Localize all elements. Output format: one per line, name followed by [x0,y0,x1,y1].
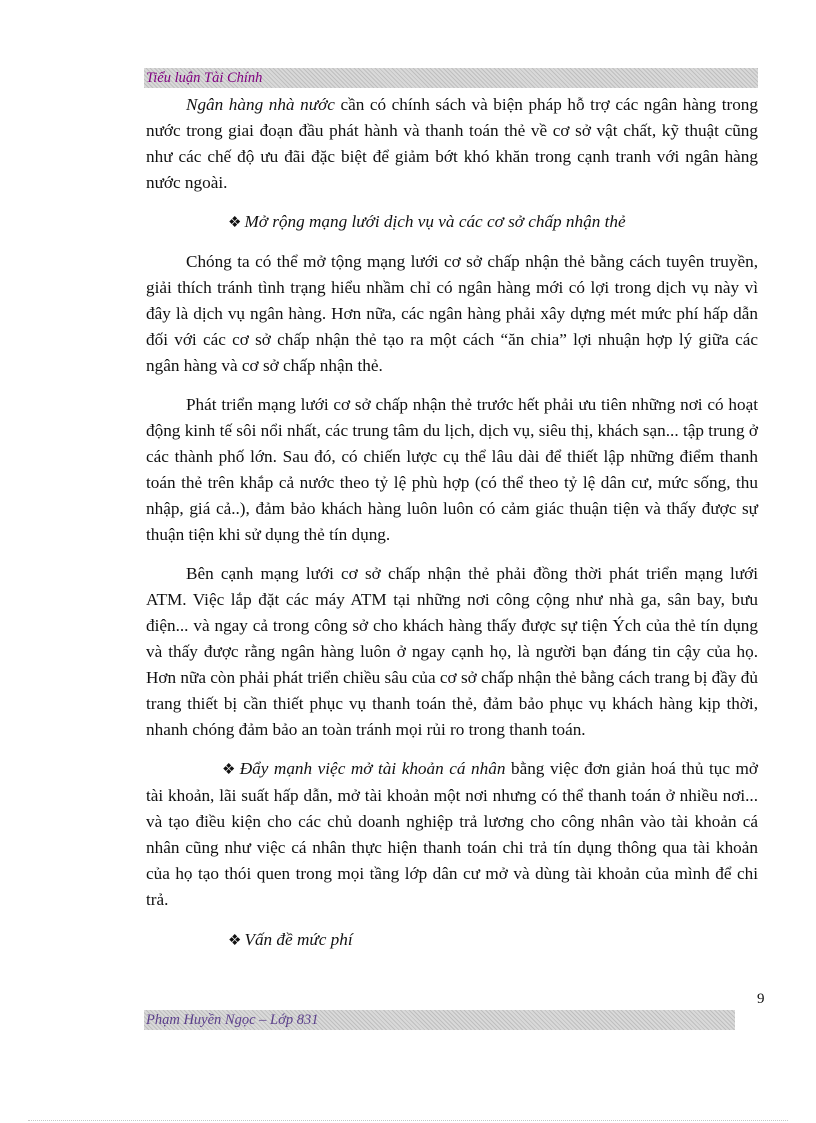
heading-text: Vấn đề mức phí [244,930,353,949]
header-band [144,68,758,88]
paragraph-personal-accounts [146,756,758,913]
paragraph-text: bằng việc đơn giản hoá thủ tục mở tài khoản, lãi suất hấp dẫn, mở tài khoản một nơi nhưng có thể thanh toán ở nhiều nơi... và tạo điều kiện cho các chủ doanh nghiệp trả lương cho công nhân vào tài khoản cá nhân cũng như việc cá nhân thực hiện thanh toán chi trả tín dụng thông qua tài khoản của họ tạo thói quen trong mọi tầng lớp dân cư mở và dùng tài khoản của mình để chi trả. [146,759,758,909]
section-heading-network [146,209,758,236]
heading-text: Mở rộng mạng lưới dịch vụ và các cơ sở chấp nhận thẻ [244,212,626,231]
page-number: 9 [757,991,765,1007]
paragraph-priority-locations: Phát triển mạng lưới cơ sở chấp nhận thẻ trước hết phải ưu tiên những nơi có hoạt động kinh tế sôi nổi nhất, các trung tâm du lịch, dịch vụ, siêu thị, khách sạn... tập trung ở các thành phố lớn. Sau đó, có chiến lược cụ thể lâu dài để thiết lập những điểm thanh toán thẻ trên khắp cả nước theo tỷ lệ phù hợp (có thể theo tỷ lệ dân cư, mức sống, thu nhập, giá cả..), đảm bảo khách hàng luôn luôn có cảm giác thuận tiện và thấy được sự thuận tiện khi sử dụng thẻ tín dụng. [146,395,758,544]
paragraph-propaganda: Chóng ta có thể mở tộng mạng lưới cơ sở chấp nhận thẻ bằng cách tuyên truyền, giải thích tránh tình trạng hiểu nhầm chỉ có ngân hàng mới có lợi trong dịch vụ này vì đây là dịch vụ ngân hàng. Hơn nữa, các ngân hàng phải xây dựng mét mức phí hấp dẫn đối với các cơ sở chấp nhận thẻ tạo ra một cách “ăn chia” lợi nhuận hợp lý giữa các ngân hàng và cơ sở chấp nhận thẻ. [146,252,758,375]
diamond-bullet-icon: ❖ [228,933,242,949]
paragraph-lead-italic: Đẩy mạnh việc mở tài khoản cá nhân [239,759,506,778]
section-heading-fees [146,927,758,954]
document-body [146,92,758,967]
paragraph-text: cần có chính sách và biện pháp hỗ trợ các ngân hàng trong nước trong giai đoạn đầu phát hành và thanh toán thẻ về cơ sở vật chất, kỹ thuật cũng như các chế độ ưu đãi đặc biệt để giảm bớt khó khăn trong cạnh tranh với ngân hàng nước ngoài. [146,95,758,192]
diamond-bullet-icon: ❖ [222,762,237,778]
paragraph-lead-italic: Ngân hàng nhà nước [186,95,335,114]
header-text: Tiểu luận Tài Chính [146,70,263,86]
diamond-bullet-icon: ❖ [228,215,242,231]
paragraph-state-bank [146,92,758,196]
page-bottom-dotted-rule [28,1120,788,1121]
paragraph-atm-network: Bên cạnh mạng lưới cơ sở chấp nhận thẻ phải đồng thời phát triển mạng lưới ATM. Việc lắp đặt các máy ATM tại những nơi công cộng như nhà ga, sân bay, bưu điện... và ngay cả trong công sở cho khách hàng thấy được sự tiện Ých của thẻ tín dụng và thấy được rằng ngân hàng luôn ở ngay cạnh họ, là người bạn đáng tin cậy của họ. Hơn nữa còn phải phát triển chiều sâu của cơ sở chấp nhận thẻ bằng cách trang bị đầy đủ trang thiết bị cần thiết phục vụ thanh toán thẻ, đảm bảo phục vụ khách hàng kịp thời, nhanh chóng đảm bảo an toàn tránh mọi rủi ro trong thanh toán. [146,564,758,739]
footer-text: Phạm Huyền Ngọc – Lớp 831 [146,1012,319,1028]
footer-band [144,1010,735,1030]
